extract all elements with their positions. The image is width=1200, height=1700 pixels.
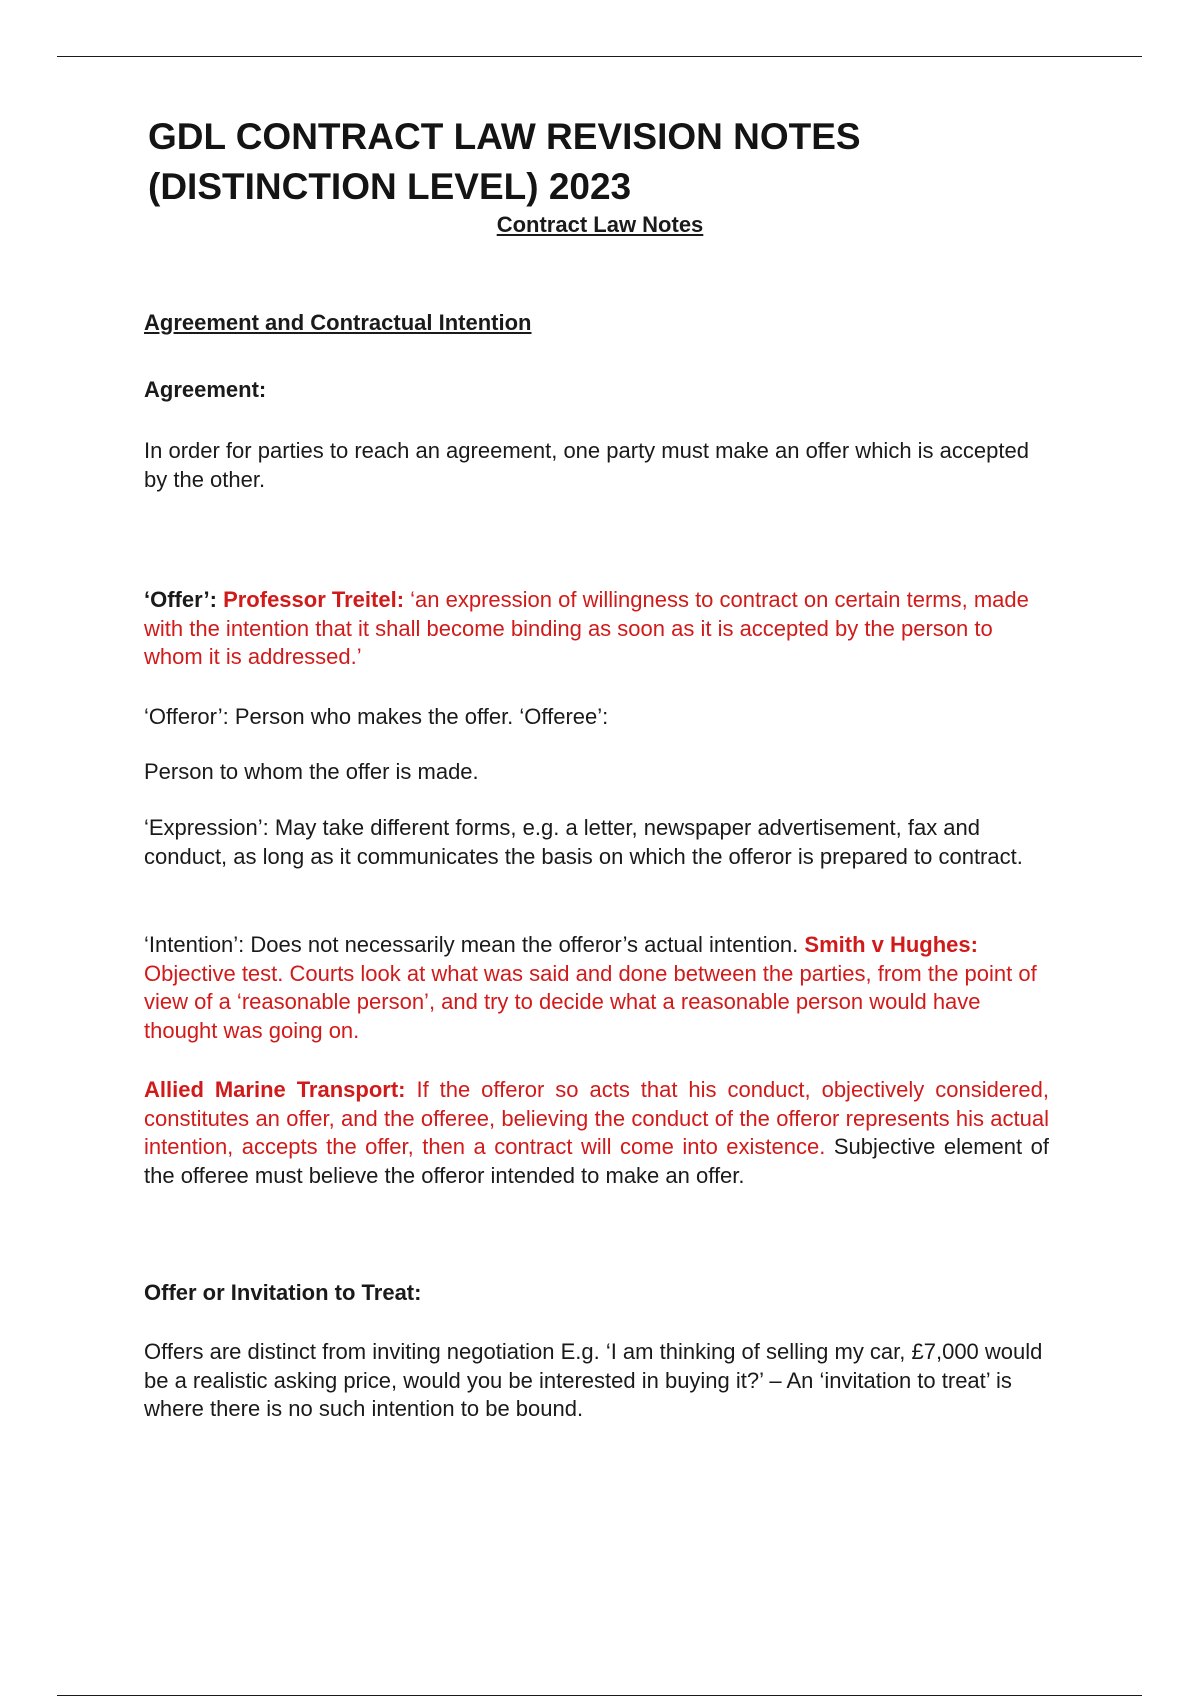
title-line-2: (DISTINCTION LEVEL) 2023: [148, 166, 632, 207]
agreement-heading: Agreement:: [144, 377, 267, 402]
expression-paragraph: ‘Expression’: May take different forms, e.g. a letter, newspaper advertisement, fax and conduct, as long as it communicates the basis on which the offeror is prepared to contract.: [144, 815, 1023, 869]
allied-marine-red-text: If the offeror so acts that his conduct, objectively considered, constitutes an offer, and the offeree, believing the conduct of the offeror represents his actual intention, accepts the offer, then a contract will come into existence.: [144, 1077, 1049, 1159]
allied-marine-citation: Allied Marine Transport:: [144, 1077, 406, 1102]
agreement-paragraph: In order for parties to reach an agreement, one party must make an offer which is accepted by the other.: [144, 438, 1029, 492]
intention-lead: ‘Intention’: Does not necessarily mean the offeror’s actual intention.: [144, 932, 799, 957]
top-rule: [57, 56, 1142, 57]
offeror-paragraph: ‘Offeror’: Person who makes the offer. ‘Offeree’:: [144, 704, 609, 729]
offeree-paragraph: Person to whom the offer is made.: [144, 759, 479, 784]
allied-marine-black-text: Subjective element of the offeree must believe the offeror intended to make an offer.: [144, 1134, 1049, 1188]
document-title: [148, 112, 861, 212]
section-heading-agreement: Agreement and Contractual Intention: [144, 310, 532, 335]
treitel-citation: Professor Treitel:: [223, 587, 405, 612]
treitel-quote: ‘an expression of willingness to contract on certain terms, made with the intention that it shall become binding as soon as it is accepted by the person to whom it is addressed.’: [144, 587, 1029, 669]
intention-paragraph: [144, 931, 1049, 1045]
title-line-1: GDL CONTRACT LAW REVISION NOTES: [148, 116, 861, 157]
document-subtitle: Contract Law Notes: [496, 212, 704, 237]
smith-v-hughes-explanation: Objective test. Courts look at what was said and done between the parties, from the point of view of a ‘reasonable person’, and try to decide what a reasonable person would have thought was going on.: [144, 960, 1037, 1043]
bottom-rule: [57, 1695, 1142, 1696]
invitation-to-treat-paragraph: Offers are distinct from inviting negotiation E.g. ‘I am thinking of selling my car, £7,000 would be a realistic asking price, would you be interested in buying it?’ – An ‘invitation to treat’ is where there is no such intention to be bound.: [144, 1339, 1043, 1421]
offer-definition-paragraph: [144, 586, 1049, 672]
invitation-to-treat-heading: Offer or Invitation to Treat:: [144, 1280, 422, 1305]
allied-marine-paragraph: [144, 1076, 1049, 1190]
offer-term: ‘Offer’:: [144, 587, 217, 612]
smith-v-hughes-citation: Smith v Hughes:: [804, 932, 978, 957]
